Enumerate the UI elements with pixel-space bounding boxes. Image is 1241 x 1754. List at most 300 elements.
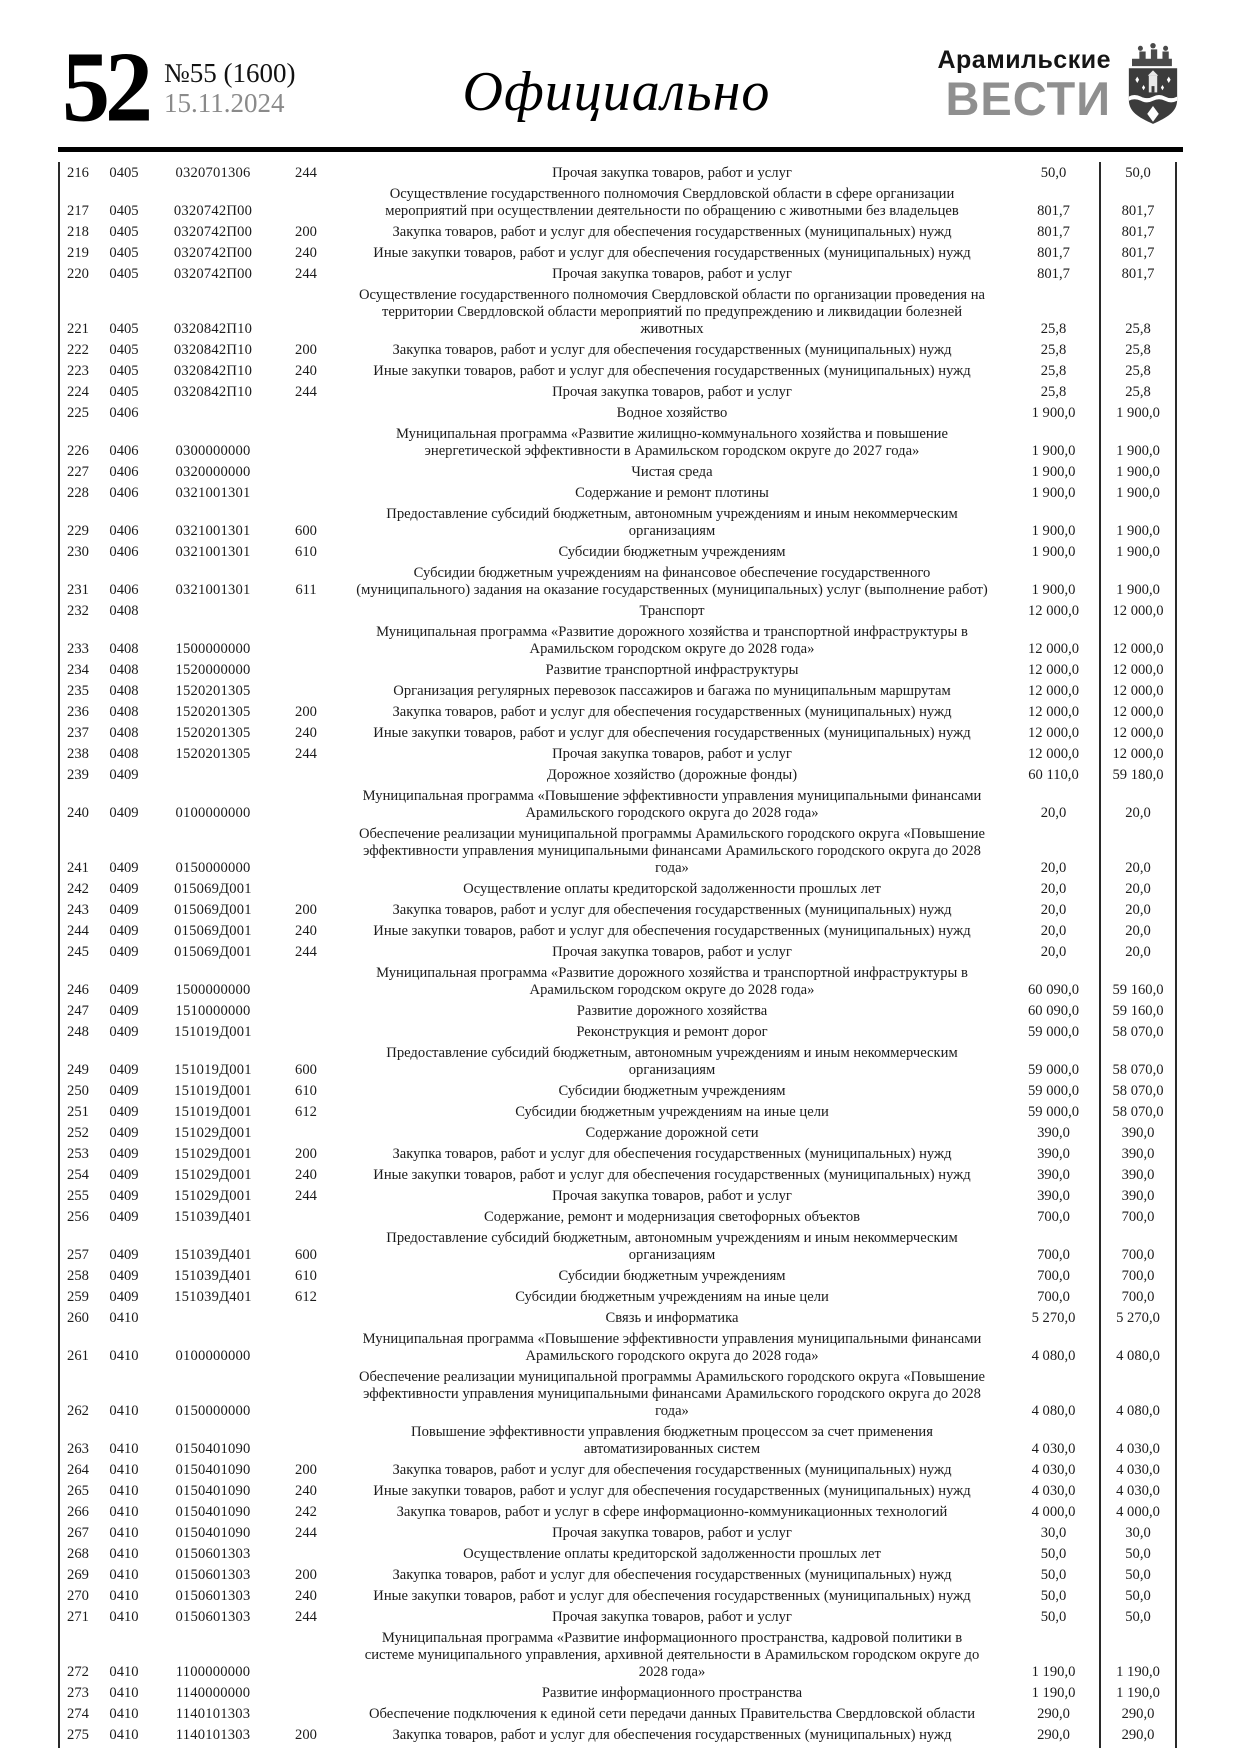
row-number-cell: 246 <box>67 982 89 998</box>
issue-block <box>164 44 296 118</box>
description-cell <box>336 767 1008 784</box>
description-text: Иные закупки товаров, работ и услуг для обеспечения государственных (муниципальных) нужд <box>373 1167 971 1183</box>
newspaper-brand <box>937 48 1185 131</box>
table-row <box>58 1609 1177 1626</box>
section-code-cell: 0410 <box>109 1727 139 1743</box>
description-cell <box>336 662 1008 679</box>
table-row <box>58 788 1177 822</box>
amount-col1-cell: 1 900,0 <box>1031 464 1076 480</box>
table-row <box>58 1083 1177 1100</box>
description-cell <box>336 1125 1008 1142</box>
table-row <box>58 224 1177 241</box>
amount-col1-cell: 700,0 <box>1037 1247 1070 1263</box>
description-cell <box>336 902 1008 919</box>
target-article-cell: 1500000000 <box>175 982 251 998</box>
table-row <box>58 1146 1177 1163</box>
description-cell <box>336 224 1008 241</box>
section-code-cell: 0405 <box>109 203 139 219</box>
section-code-cell: 0410 <box>109 1706 139 1722</box>
amount-col1-cell: 801,7 <box>1037 245 1070 261</box>
table-row <box>58 826 1177 877</box>
table-row <box>58 506 1177 540</box>
description-text: Предоставление субсидий бюджетным, автономным учреждениям и иным некоммерческим организациям <box>386 1230 958 1263</box>
page-number: 52 <box>62 30 148 143</box>
description-text: Повышение эффективности управления бюджетным процессом за счет применения автоматизированных систем <box>411 1424 933 1457</box>
description-cell <box>336 1424 1008 1458</box>
amount-col1-cell: 50,0 <box>1040 1588 1067 1604</box>
table-row <box>58 384 1177 401</box>
description-cell <box>336 186 1008 220</box>
amount-col1-cell: 60 090,0 <box>1027 1003 1080 1019</box>
description-cell <box>336 1003 1008 1020</box>
section-code-cell: 0409 <box>109 1003 139 1019</box>
table-row <box>58 624 1177 658</box>
amount-col2-cell: 58 070,0 <box>1112 1104 1164 1120</box>
brand-name-bottom: ВЕСТИ <box>945 72 1111 125</box>
amount-col1-cell: 60 110,0 <box>1028 767 1079 783</box>
row-number-cell: 235 <box>67 683 89 699</box>
section-code-cell: 0409 <box>109 1062 139 1078</box>
target-article-cell: 0321001301 <box>175 485 251 501</box>
description-text: Прочая закупка товаров, работ и услуг <box>552 266 792 282</box>
row-number-cell: 262 <box>67 1403 89 1419</box>
description-text: Обеспечение реализации муниципальной программы Арамильского городского округа «Повышение эффективности управления муниципальными финансами Арамильского городского округа до 2028 года» <box>358 1369 986 1419</box>
amount-col2-cell: 58 070,0 <box>1112 1062 1164 1078</box>
description-cell <box>336 1209 1008 1226</box>
amount-col2-cell: 290,0 <box>1121 1706 1155 1722</box>
section-code-cell: 0410 <box>109 1685 139 1701</box>
description-cell <box>336 603 1008 620</box>
row-number-cell: 221 <box>67 321 89 337</box>
description-text: Прочая закупка товаров, работ и услуг <box>552 944 792 960</box>
section-code-cell: 0410 <box>109 1310 139 1326</box>
description-text: Прочая закупка товаров, работ и услуг <box>552 384 792 400</box>
expense-type-cell: 240 <box>295 1588 317 1604</box>
description-text: Иные закупки товаров, работ и услуг для обеспечения государственных (муниципальных) нужд <box>373 725 971 741</box>
amount-col2-cell: 1 190,0 <box>1116 1664 1160 1680</box>
amount-col1-cell: 12 000,0 <box>1027 683 1080 699</box>
expense-type-cell: 200 <box>295 1146 317 1162</box>
row-number-cell: 237 <box>67 725 89 741</box>
amount-col2-cell: 1 900,0 <box>1116 544 1160 560</box>
target-article-cell: 1520201305 <box>175 683 251 699</box>
city-emblem-icon <box>1121 42 1185 131</box>
description-cell <box>336 1567 1008 1584</box>
expense-type-cell: 200 <box>295 224 317 240</box>
target-article-cell: 1140000000 <box>175 1685 251 1701</box>
description-cell <box>336 245 1008 262</box>
section-title: Официально <box>462 61 771 123</box>
target-article-cell: 0320842П10 <box>173 321 253 337</box>
section-code-cell: 0409 <box>109 767 139 783</box>
description-text: Закупка товаров, работ и услуг для обеспечения государственных (муниципальных) нужд <box>392 1146 952 1162</box>
table-row <box>58 405 1177 422</box>
amount-col1-cell: 1 900,0 <box>1031 405 1076 421</box>
description-text: Субсидии бюджетным учреждениям <box>558 1268 786 1284</box>
target-article-cell: 151029Д001 <box>174 1188 252 1204</box>
amount-col2-cell: 25,8 <box>1125 321 1151 337</box>
table-row <box>58 287 1177 338</box>
table-row <box>58 1167 1177 1184</box>
table-row <box>58 1567 1177 1584</box>
description-text: Водное хозяйство <box>616 405 728 421</box>
row-number-cell: 275 <box>67 1727 89 1743</box>
description-cell <box>336 1268 1008 1285</box>
table-row <box>58 1024 1177 1041</box>
row-number-cell: 258 <box>67 1268 89 1284</box>
row-number-cell: 274 <box>67 1706 89 1722</box>
row-number-cell: 272 <box>67 1664 89 1680</box>
row-number-cell: 256 <box>67 1209 89 1225</box>
section-code-cell: 0409 <box>109 1146 139 1162</box>
expense-type-cell: 600 <box>295 523 317 539</box>
description-cell <box>336 1289 1008 1306</box>
section-code-cell: 0410 <box>109 1504 139 1520</box>
amount-col2-cell: 50,0 <box>1125 1567 1151 1583</box>
row-number-cell: 255 <box>67 1188 89 1204</box>
description-cell <box>336 342 1008 359</box>
target-article-cell: 151019Д001 <box>174 1104 252 1120</box>
amount-col1-cell: 4 080,0 <box>1031 1348 1076 1364</box>
row-number-cell: 259 <box>67 1289 89 1305</box>
amount-col2-cell: 59 180,0 <box>1112 767 1164 783</box>
description-cell <box>336 565 1008 599</box>
section-code-cell: 0406 <box>109 405 139 421</box>
target-article-cell: 0320000000 <box>175 464 251 480</box>
target-article-cell: 0100000000 <box>175 1348 251 1364</box>
description-cell <box>336 1630 1008 1681</box>
amount-col1-cell: 1 900,0 <box>1031 523 1076 539</box>
row-number-cell: 268 <box>67 1546 89 1562</box>
section-code-cell: 0409 <box>109 1188 139 1204</box>
amount-col1-cell: 12 000,0 <box>1027 603 1080 619</box>
expense-type-cell: 612 <box>295 1289 317 1305</box>
row-number-cell: 248 <box>67 1024 89 1040</box>
row-number-cell: 229 <box>67 523 89 539</box>
amount-col2-cell: 5 270,0 <box>1116 1310 1160 1326</box>
amount-col1-cell: 25,8 <box>1040 384 1067 400</box>
section-code-cell: 0409 <box>109 982 139 998</box>
target-article-cell: 0150401090 <box>175 1441 251 1457</box>
amount-col2-cell: 12 000,0 <box>1112 641 1164 657</box>
amount-col2-cell: 390,0 <box>1121 1167 1155 1183</box>
expense-type-cell: 610 <box>295 544 317 560</box>
amount-col1-cell: 700,0 <box>1037 1289 1070 1305</box>
description-text: Прочая закупка товаров, работ и услуг <box>552 1609 792 1625</box>
amount-col2-cell: 30,0 <box>1125 1525 1151 1541</box>
description-text: Связь и информатика <box>605 1310 739 1326</box>
expense-type-cell: 244 <box>295 1609 317 1625</box>
amount-col2-cell: 59 160,0 <box>1112 1003 1164 1019</box>
description-text: Осуществление оплаты кредиторской задолженности прошлых лет <box>463 1546 881 1562</box>
table-row <box>58 1230 1177 1264</box>
description-cell <box>336 287 1008 338</box>
row-number-cell: 253 <box>67 1146 89 1162</box>
section-code-cell: 0405 <box>109 245 139 261</box>
expense-type-cell: 244 <box>295 746 317 762</box>
table-row <box>58 881 1177 898</box>
amount-col1-cell: 60 090,0 <box>1027 982 1080 998</box>
amount-col1-cell: 12 000,0 <box>1027 641 1080 657</box>
row-number-cell: 247 <box>67 1003 89 1019</box>
row-number-cell: 270 <box>67 1588 89 1604</box>
section-code-cell: 0408 <box>109 746 139 762</box>
description-cell <box>336 1727 1008 1744</box>
section-code-cell: 0405 <box>109 363 139 379</box>
description-text: Муниципальная программа «Повышение эффективности управления муниципальными финансами Арамильского городского округа до 2028 года» <box>362 1331 982 1364</box>
row-number-cell: 260 <box>67 1310 89 1326</box>
description-cell <box>336 1588 1008 1605</box>
table-row <box>58 767 1177 784</box>
issue-date: 15.11.2024 <box>164 88 285 118</box>
row-number-cell: 266 <box>67 1504 89 1520</box>
table-row <box>58 186 1177 220</box>
expense-type-cell: 610 <box>295 1268 317 1284</box>
description-text: Прочая закупка товаров, работ и услуг <box>552 746 792 762</box>
amount-col2-cell: 1 900,0 <box>1116 582 1160 598</box>
description-text: Обеспечение подключения к единой сети передачи данных Правительства Свердловской области <box>368 1706 976 1722</box>
row-number-cell: 227 <box>67 464 89 480</box>
amount-col2-cell: 12 000,0 <box>1112 662 1164 678</box>
row-number-cell: 224 <box>67 384 89 400</box>
table-row <box>58 725 1177 742</box>
description-text: Содержание дорожной сети <box>585 1125 759 1141</box>
row-number-cell: 216 <box>67 165 89 181</box>
description-cell <box>336 405 1008 422</box>
amount-col1-cell: 59 000,0 <box>1027 1062 1080 1078</box>
section-code-cell: 0408 <box>109 725 139 741</box>
table-row <box>58 1369 1177 1420</box>
target-article-cell: 1100000000 <box>175 1664 251 1680</box>
expense-type-cell: 244 <box>295 384 317 400</box>
amount-col2-cell: 801,7 <box>1121 203 1155 219</box>
target-article-cell: 015069Д001 <box>174 902 252 918</box>
expense-type-cell: 600 <box>295 1062 317 1078</box>
amount-col2-cell: 20,0 <box>1125 881 1151 897</box>
section-code-cell: 0409 <box>109 1083 139 1099</box>
amount-col2-cell: 4 080,0 <box>1116 1348 1160 1364</box>
amount-col1-cell: 12 000,0 <box>1027 725 1080 741</box>
description-text: Субсидии бюджетным учреждениям на иные цели <box>515 1289 829 1305</box>
expense-type-cell: 240 <box>295 245 317 261</box>
row-number-cell: 271 <box>67 1609 89 1625</box>
amount-col1-cell: 1 900,0 <box>1031 544 1076 560</box>
row-number-cell: 252 <box>67 1125 89 1141</box>
table-row <box>58 1727 1177 1744</box>
amount-col2-cell: 20,0 <box>1125 944 1151 960</box>
table-row <box>58 1685 1177 1702</box>
description-cell <box>336 788 1008 822</box>
amount-col1-cell: 290,0 <box>1037 1706 1070 1722</box>
section-code-cell: 0409 <box>109 1024 139 1040</box>
row-number-cell: 231 <box>67 582 89 598</box>
section-code-cell: 0405 <box>109 342 139 358</box>
table-row <box>58 1188 1177 1205</box>
section-code-cell: 0410 <box>109 1664 139 1680</box>
target-article-cell: 015069Д001 <box>174 923 252 939</box>
target-article-cell: 0321001301 <box>175 544 251 560</box>
description-cell <box>336 1546 1008 1563</box>
section-code-cell: 0405 <box>109 266 139 282</box>
table-row <box>58 165 1177 182</box>
description-text: Обеспечение реализации муниципальной программы Арамильского городского округа «Повышение эффективности управления муниципальными финансами Арамильского городского округа до 2028 года» <box>358 826 986 876</box>
table-row <box>58 342 1177 359</box>
section-code-cell: 0410 <box>109 1441 139 1457</box>
target-article-cell: 0320742П00 <box>173 203 253 219</box>
section-code-cell: 0409 <box>109 902 139 918</box>
row-number-cell: 241 <box>67 860 89 876</box>
section-code-cell: 0409 <box>109 1247 139 1263</box>
table-row <box>58 1289 1177 1306</box>
target-article-cell: 151019Д001 <box>174 1024 252 1040</box>
section-code-cell: 0408 <box>109 662 139 678</box>
target-article-cell: 151029Д001 <box>174 1125 252 1141</box>
target-article-cell: 0320701306 <box>175 165 251 181</box>
amount-col2-cell: 390,0 <box>1121 1188 1155 1204</box>
row-number-cell: 242 <box>67 881 89 897</box>
row-number-cell: 249 <box>67 1062 89 1078</box>
description-cell <box>336 1230 1008 1264</box>
amount-col2-cell: 700,0 <box>1121 1247 1155 1263</box>
amount-col2-cell: 1 190,0 <box>1116 1685 1160 1701</box>
description-cell <box>336 624 1008 658</box>
table-row <box>58 1706 1177 1723</box>
table-row <box>58 965 1177 999</box>
description-cell <box>336 485 1008 502</box>
section-code-cell: 0405 <box>109 165 139 181</box>
amount-col1-cell: 50,0 <box>1040 165 1067 181</box>
row-number-cell: 222 <box>67 342 89 358</box>
expense-type-cell: 612 <box>295 1104 317 1120</box>
table-row <box>58 683 1177 700</box>
description-text: Развитие транспортной инфраструктуры <box>545 662 799 678</box>
amount-col1-cell: 4 030,0 <box>1031 1462 1076 1478</box>
section-code-cell: 0405 <box>109 321 139 337</box>
amount-col1-cell: 5 270,0 <box>1031 1310 1076 1326</box>
amount-col2-cell: 801,7 <box>1121 224 1155 240</box>
target-article-cell: 151029Д001 <box>174 1146 252 1162</box>
target-article-cell: 0150601303 <box>175 1546 251 1562</box>
amount-col2-cell: 290,0 <box>1121 1727 1155 1743</box>
row-number-cell: 269 <box>67 1567 89 1583</box>
amount-col1-cell: 4 030,0 <box>1031 1483 1076 1499</box>
row-number-cell: 244 <box>67 923 89 939</box>
table-row <box>58 1588 1177 1605</box>
row-number-cell: 264 <box>67 1462 89 1478</box>
section-code-cell: 0410 <box>109 1609 139 1625</box>
expense-type-cell: 244 <box>295 165 317 181</box>
amount-col2-cell: 12 000,0 <box>1112 683 1164 699</box>
description-cell <box>336 266 1008 283</box>
section-code-cell: 0406 <box>109 582 139 598</box>
description-text: Чистая среда <box>631 464 713 480</box>
table-row <box>58 1209 1177 1226</box>
expense-type-cell: 244 <box>295 944 317 960</box>
section-code-cell: 0410 <box>109 1525 139 1541</box>
description-text: Содержание и ремонт плотины <box>575 485 769 501</box>
section-code-cell: 0406 <box>109 443 139 459</box>
target-article-cell: 1140101303 <box>175 1706 251 1722</box>
description-text: Прочая закупка товаров, работ и услуг <box>552 165 792 181</box>
target-article-cell: 0150401090 <box>175 1525 251 1541</box>
amount-col2-cell: 25,8 <box>1125 363 1151 379</box>
target-article-cell: 1520201305 <box>175 704 251 720</box>
description-cell <box>336 1525 1008 1542</box>
description-cell <box>336 746 1008 763</box>
amount-col1-cell: 700,0 <box>1037 1209 1070 1225</box>
description-text: Дорожное хозяйство (дорожные фонды) <box>546 767 798 783</box>
amount-col2-cell: 12 000,0 <box>1112 746 1164 762</box>
target-article-cell: 1520201305 <box>175 725 251 741</box>
target-article-cell: 0150000000 <box>175 860 251 876</box>
section-code-cell: 0405 <box>109 384 139 400</box>
table-row <box>58 1003 1177 1020</box>
row-number-cell: 251 <box>67 1104 89 1120</box>
expense-type-cell: 611 <box>295 582 317 598</box>
description-text: Субсидии бюджетным учреждениям на финансовое обеспечение государственного (муниципального) задания на оказание государственных (муниципальных) услуг (выполнение работ) <box>356 565 988 598</box>
amount-col1-cell: 50,0 <box>1040 1609 1067 1625</box>
table-row <box>58 1045 1177 1079</box>
amount-col2-cell: 50,0 <box>1125 1609 1151 1625</box>
description-text: Субсидии бюджетным учреждениям на иные цели <box>515 1104 829 1120</box>
row-number-cell: 234 <box>67 662 89 678</box>
section-code-cell: 0406 <box>109 485 139 501</box>
section-code-cell: 0409 <box>109 1104 139 1120</box>
amount-col1-cell: 12 000,0 <box>1027 662 1080 678</box>
description-cell <box>336 1167 1008 1184</box>
target-article-cell: 0320742П00 <box>173 266 253 282</box>
page-header <box>62 30 1185 143</box>
section-code-cell: 0406 <box>109 523 139 539</box>
section-code-cell: 0409 <box>109 1125 139 1141</box>
section-code-cell: 0408 <box>109 683 139 699</box>
budget-table-rows <box>58 162 1177 1744</box>
table-row <box>58 704 1177 721</box>
target-article-cell: 0150601303 <box>175 1567 251 1583</box>
description-cell <box>336 704 1008 721</box>
target-article-cell: 0320842П10 <box>173 363 253 379</box>
amount-col1-cell: 390,0 <box>1037 1125 1070 1141</box>
description-text: Осуществление государственного полномочия Свердловской области по организации проведения на территории Свердловской области мероприятий по предупреждению и ликвидации болезней животных <box>358 287 986 337</box>
target-article-cell: 1500000000 <box>175 641 251 657</box>
section-code-cell: 0410 <box>109 1403 139 1419</box>
target-article-cell: 151039Д401 <box>174 1268 252 1284</box>
target-article-cell: 0300000000 <box>175 443 251 459</box>
header-divider-rule <box>58 147 1183 152</box>
description-text: Муниципальная программа «Развитие дорожного хозяйства и транспортной инфраструктуры в Арамильском городском округе до 2028 года» <box>376 624 968 657</box>
amount-col2-cell: 4 030,0 <box>1116 1483 1160 1499</box>
row-number-cell: 226 <box>67 443 89 459</box>
section-code-cell: 0405 <box>109 224 139 240</box>
description-cell <box>336 1483 1008 1500</box>
row-number-cell: 232 <box>67 603 89 619</box>
budget-table <box>58 162 1177 1748</box>
description-text: Закупка товаров, работ и услуг для обеспечения государственных (муниципальных) нужд <box>392 224 952 240</box>
description-cell <box>336 1706 1008 1723</box>
section-code-cell: 0410 <box>109 1546 139 1562</box>
section-code-cell: 0408 <box>109 641 139 657</box>
section-code-cell: 0410 <box>109 1588 139 1604</box>
amount-col1-cell: 390,0 <box>1037 1146 1070 1162</box>
target-article-cell: 0100000000 <box>175 805 251 821</box>
table-row <box>58 1310 1177 1327</box>
target-article-cell: 0320842П10 <box>173 384 253 400</box>
amount-col2-cell: 50,0 <box>1125 165 1151 181</box>
amount-col1-cell: 50,0 <box>1040 1567 1067 1583</box>
description-cell <box>336 165 1008 182</box>
description-text: Муниципальная программа «Повышение эффективности управления муниципальными финансами Арамильского городского округа до 2028 года» <box>362 788 982 821</box>
amount-col1-cell: 12 000,0 <box>1027 746 1080 762</box>
